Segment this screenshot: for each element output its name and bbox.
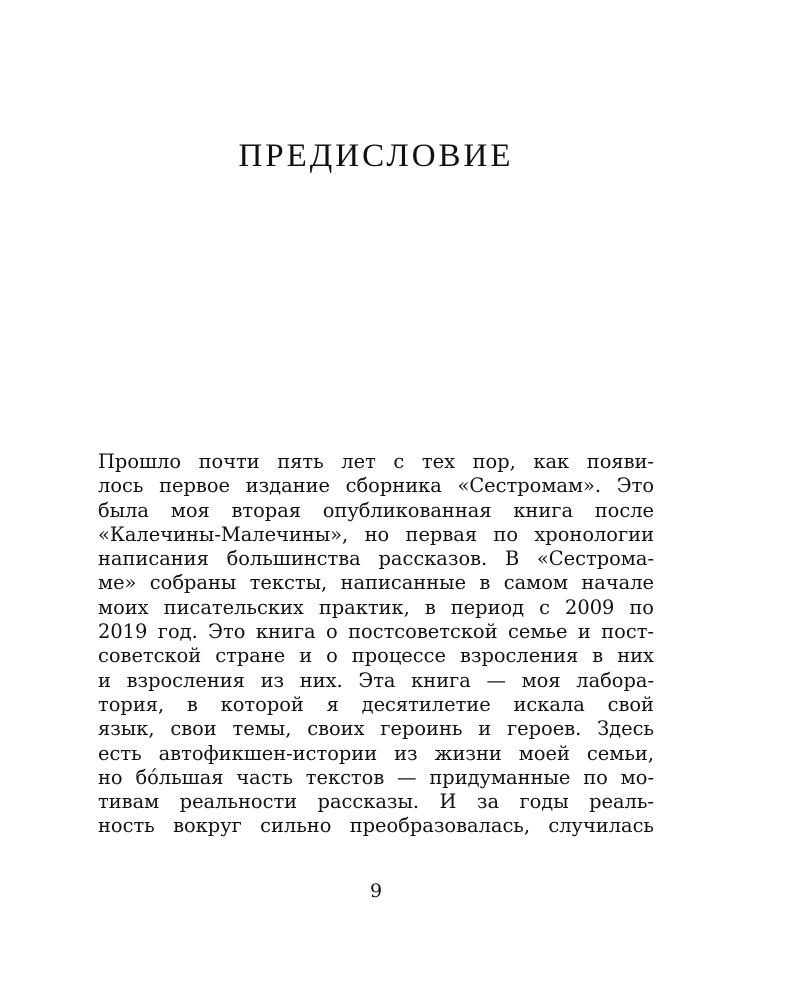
text-line: ность вокруг сильно преобразовалась, случилась <box>98 814 654 838</box>
text-line: но бóльшая часть текстов — придуманные по мо- <box>98 765 654 789</box>
text-line: Прошло почти пять лет с тех пор, как появи- <box>98 450 654 473</box>
text-line: ме» собраны тексты, написанные в самом начале <box>98 571 654 595</box>
text-line: лось первое издание сборника «Сестромам». Это <box>98 474 654 498</box>
text-line: написания большинства рассказов. В «Сестрома- <box>98 547 654 571</box>
text-line: язык, свои темы, своих героинь и героев. Здесь <box>98 717 654 741</box>
page-number: 9 <box>369 880 383 902</box>
text-line: есть автофикшен-истории из жизни моей семьи, <box>98 741 654 765</box>
text-line: и взросления из них. Эта книга — моя лабора- <box>98 668 654 692</box>
text-line: была моя вторая опубликованная книга после <box>98 498 654 522</box>
text-line: тивам реальности рассказы. И за годы реаль- <box>98 790 654 814</box>
text-line: «Калечины-Малечины», но первая по хронологии <box>98 522 654 546</box>
chapter-title: ПРЕДИСЛОВИЕ <box>238 138 514 174</box>
text-line: тория, в которой я десятилетие искала свой <box>98 692 654 716</box>
text-line: советской стране и о процессе взросления в них <box>98 644 654 668</box>
body-paragraph <box>98 450 654 839</box>
text-line: моих писательских практик, в период с 2009 по <box>98 595 654 619</box>
text-line: 2019 год. Это книга о постсоветской семье и пост- <box>98 620 654 644</box>
